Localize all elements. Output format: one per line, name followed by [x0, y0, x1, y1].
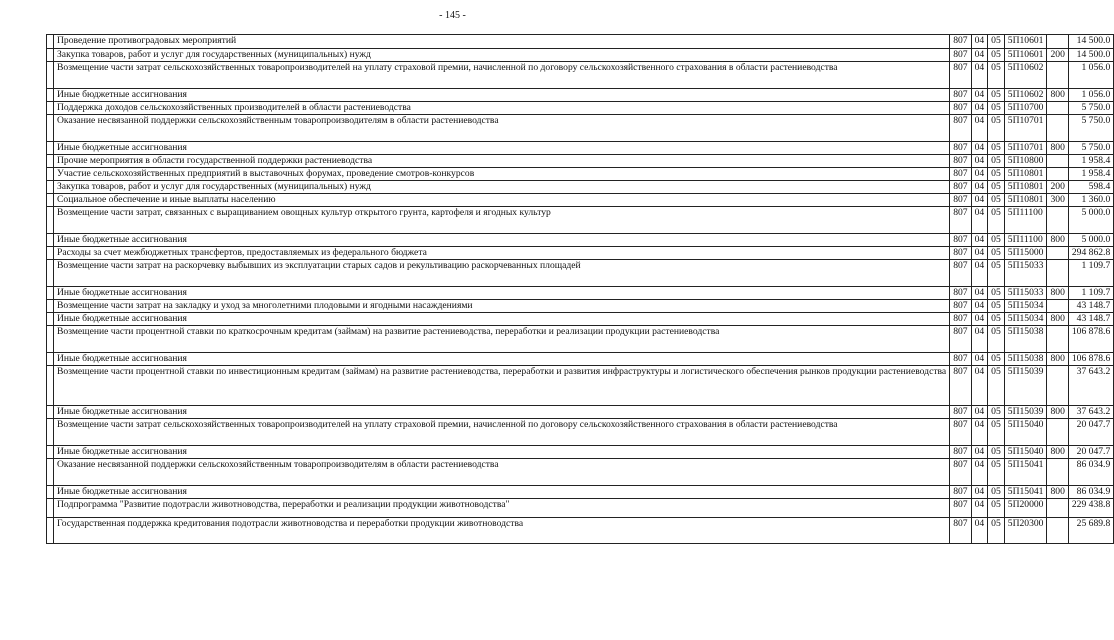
item-name-cell: Иные бюджетные ассигнования [54, 89, 950, 102]
row-gutter-cell [47, 115, 54, 142]
subsection-code-cell: 05 [988, 486, 1005, 499]
expense-type-code-cell [1047, 35, 1068, 49]
expense-type-code-cell [1047, 366, 1068, 406]
amount-cell: 86 034.9 [1068, 486, 1113, 499]
table-row [47, 313, 1114, 326]
ministry-code-cell: 807 [950, 168, 971, 181]
section-code-cell: 04 [971, 155, 988, 168]
expense-type-code-cell: 800 [1047, 142, 1068, 155]
target-item-code-cell: 5П10700 [1004, 102, 1047, 115]
subsection-code-cell: 05 [988, 207, 1005, 234]
subsection-code-cell: 05 [988, 499, 1005, 518]
target-item-code-cell: 5П15033 [1004, 287, 1047, 300]
subsection-code-cell: 05 [988, 406, 1005, 419]
item-name-cell: Иные бюджетные ассигнования [54, 142, 950, 155]
amount-cell: 37 643.2 [1068, 406, 1113, 419]
section-code-cell: 04 [971, 102, 988, 115]
target-item-code-cell: 5П10602 [1004, 89, 1047, 102]
subsection-code-cell: 05 [988, 353, 1005, 366]
ministry-code-cell: 807 [950, 366, 971, 406]
amount-cell: 43 148.7 [1068, 300, 1113, 313]
section-code-cell: 04 [971, 419, 988, 446]
target-item-code-cell: 5П15038 [1004, 326, 1047, 353]
subsection-code-cell: 05 [988, 287, 1005, 300]
amount-cell: 37 643.2 [1068, 366, 1113, 406]
table-row [47, 499, 1114, 518]
subsection-code-cell: 05 [988, 194, 1005, 207]
section-code-cell: 04 [971, 62, 988, 89]
expense-type-code-cell [1047, 62, 1068, 89]
amount-cell: 14 500.0 [1068, 35, 1113, 49]
amount-cell: 5 750.0 [1068, 142, 1113, 155]
item-name-cell: Иные бюджетные ассигнования [54, 287, 950, 300]
target-item-code-cell: 5П15033 [1004, 260, 1047, 287]
expense-type-code-cell: 800 [1047, 486, 1068, 499]
expense-type-code-cell: 200 [1047, 49, 1068, 62]
table-row [47, 194, 1114, 207]
table-row [47, 459, 1114, 486]
item-name-cell: Возмещение части затрат сельскохозяйственных товаропроизводителей на уплату страховой премии, начисленной по договору сельскохозяйственного страхования в области растениеводства [54, 62, 950, 89]
section-code-cell: 04 [971, 459, 988, 486]
ministry-code-cell: 807 [950, 89, 971, 102]
section-code-cell: 04 [971, 234, 988, 247]
subsection-code-cell: 05 [988, 247, 1005, 260]
section-code-cell: 04 [971, 499, 988, 518]
expense-type-code-cell: 800 [1047, 234, 1068, 247]
table-row [47, 62, 1114, 89]
ministry-code-cell: 807 [950, 446, 971, 459]
row-gutter-cell [47, 247, 54, 260]
expense-type-code-cell [1047, 207, 1068, 234]
amount-cell: 5 000.0 [1068, 234, 1113, 247]
section-code-cell: 04 [971, 287, 988, 300]
section-code-cell: 04 [971, 89, 988, 102]
target-item-code-cell: 5П10602 [1004, 62, 1047, 89]
table-row [47, 247, 1114, 260]
ministry-code-cell: 807 [950, 194, 971, 207]
expense-type-code-cell: 300 [1047, 194, 1068, 207]
table-row [47, 181, 1114, 194]
amount-cell: 14 500.0 [1068, 49, 1113, 62]
row-gutter-cell [47, 353, 54, 366]
ministry-code-cell: 807 [950, 155, 971, 168]
subsection-code-cell: 05 [988, 300, 1005, 313]
section-code-cell: 04 [971, 486, 988, 499]
table-row [47, 406, 1114, 419]
target-item-code-cell: 5П15038 [1004, 353, 1047, 366]
target-item-code-cell: 5П15039 [1004, 366, 1047, 406]
subsection-code-cell: 05 [988, 62, 1005, 89]
expense-type-code-cell: 200 [1047, 181, 1068, 194]
subsection-code-cell: 05 [988, 234, 1005, 247]
table-row [47, 518, 1114, 544]
expense-type-code-cell [1047, 419, 1068, 446]
ministry-code-cell: 807 [950, 287, 971, 300]
table-body [47, 35, 1114, 544]
subsection-code-cell: 05 [988, 366, 1005, 406]
table-row [47, 234, 1114, 247]
table-row [47, 287, 1114, 300]
row-gutter-cell [47, 406, 54, 419]
amount-cell: 1 958.4 [1068, 155, 1113, 168]
target-item-code-cell: 5П10801 [1004, 168, 1047, 181]
expense-type-code-cell [1047, 155, 1068, 168]
expense-type-code-cell [1047, 102, 1068, 115]
amount-cell: 5 750.0 [1068, 102, 1113, 115]
row-gutter-cell [47, 419, 54, 446]
item-name-cell: Государственная поддержка кредитования подотрасли животноводства и переработки продукции животноводства [54, 518, 950, 544]
target-item-code-cell: 5П10701 [1004, 115, 1047, 142]
row-gutter-cell [47, 49, 54, 62]
item-name-cell: Оказание несвязанной поддержки сельскохозяйственным товаропроизводителям в области растениеводства [54, 459, 950, 486]
ministry-code-cell: 807 [950, 142, 971, 155]
item-name-cell: Закупка товаров, работ и услуг для государственных (муниципальных) нужд [54, 181, 950, 194]
target-item-code-cell: 5П15040 [1004, 419, 1047, 446]
target-item-code-cell: 5П11100 [1004, 234, 1047, 247]
expense-type-code-cell [1047, 300, 1068, 313]
section-code-cell: 04 [971, 406, 988, 419]
ministry-code-cell: 807 [950, 300, 971, 313]
row-gutter-cell [47, 459, 54, 486]
target-item-code-cell: 5П10601 [1004, 35, 1047, 49]
ministry-code-cell: 807 [950, 499, 971, 518]
row-gutter-cell [47, 518, 54, 544]
amount-cell: 5 000.0 [1068, 207, 1113, 234]
row-gutter-cell [47, 313, 54, 326]
amount-cell: 106 878.6 [1068, 353, 1113, 366]
section-code-cell: 04 [971, 142, 988, 155]
subsection-code-cell: 05 [988, 446, 1005, 459]
subsection-code-cell: 05 [988, 142, 1005, 155]
section-code-cell: 04 [971, 207, 988, 234]
table-row [47, 102, 1114, 115]
section-code-cell: 04 [971, 326, 988, 353]
amount-cell: 1 360.0 [1068, 194, 1113, 207]
table-row [47, 168, 1114, 181]
subsection-code-cell: 05 [988, 35, 1005, 49]
table-row [47, 300, 1114, 313]
ministry-code-cell: 807 [950, 518, 971, 544]
expense-type-code-cell [1047, 168, 1068, 181]
expense-type-code-cell [1047, 247, 1068, 260]
subsection-code-cell: 05 [988, 102, 1005, 115]
target-item-code-cell: 5П20300 [1004, 518, 1047, 544]
item-name-cell: Социальное обеспечение и иные выплаты населению [54, 194, 950, 207]
row-gutter-cell [47, 62, 54, 89]
amount-cell: 1 056.0 [1068, 89, 1113, 102]
ministry-code-cell: 807 [950, 181, 971, 194]
ministry-code-cell: 807 [950, 207, 971, 234]
subsection-code-cell: 05 [988, 181, 1005, 194]
expense-type-code-cell [1047, 518, 1068, 544]
item-name-cell: Иные бюджетные ассигнования [54, 446, 950, 459]
budget-table [46, 34, 1114, 544]
row-gutter-cell [47, 194, 54, 207]
expense-type-code-cell: 800 [1047, 287, 1068, 300]
item-name-cell: Иные бюджетные ассигнования [54, 234, 950, 247]
target-item-code-cell: 5П11100 [1004, 207, 1047, 234]
target-item-code-cell: 5П15000 [1004, 247, 1047, 260]
ministry-code-cell: 807 [950, 406, 971, 419]
ministry-code-cell: 807 [950, 247, 971, 260]
expense-type-code-cell: 800 [1047, 446, 1068, 459]
ministry-code-cell: 807 [950, 486, 971, 499]
subsection-code-cell: 05 [988, 168, 1005, 181]
expense-type-code-cell: 800 [1047, 313, 1068, 326]
table-row [47, 207, 1114, 234]
row-gutter-cell [47, 207, 54, 234]
subsection-code-cell: 05 [988, 313, 1005, 326]
section-code-cell: 04 [971, 300, 988, 313]
target-item-code-cell: 5П20000 [1004, 499, 1047, 518]
expense-type-code-cell [1047, 499, 1068, 518]
item-name-cell: Возмещение части процентной ставки по краткосрочным кредитам (займам) на развитие растениеводства, переработки и реализации продукции растениеводства [54, 326, 950, 353]
subsection-code-cell: 05 [988, 459, 1005, 486]
target-item-code-cell: 5П15039 [1004, 406, 1047, 419]
item-name-cell: Возмещение части затрат сельскохозяйственных товаропроизводителей на уплату страховой премии, начисленной по договору сельскохозяйственного страхования в области растениеводства [54, 419, 950, 446]
row-gutter-cell [47, 366, 54, 406]
amount-cell: 43 148.7 [1068, 313, 1113, 326]
amount-cell: 106 878.6 [1068, 326, 1113, 353]
target-item-code-cell: 5П10801 [1004, 181, 1047, 194]
expense-type-code-cell [1047, 326, 1068, 353]
row-gutter-cell [47, 142, 54, 155]
table-row [47, 353, 1114, 366]
ministry-code-cell: 807 [950, 49, 971, 62]
ministry-code-cell: 807 [950, 419, 971, 446]
item-name-cell: Проведение противоградовых мероприятий [54, 35, 950, 49]
target-item-code-cell: 5П15040 [1004, 446, 1047, 459]
row-gutter-cell [47, 89, 54, 102]
amount-cell: 86 034.9 [1068, 459, 1113, 486]
ministry-code-cell: 807 [950, 115, 971, 142]
section-code-cell: 04 [971, 313, 988, 326]
subsection-code-cell: 05 [988, 326, 1005, 353]
subsection-code-cell: 05 [988, 89, 1005, 102]
table-row [47, 142, 1114, 155]
expense-type-code-cell: 800 [1047, 353, 1068, 366]
table-row [47, 419, 1114, 446]
target-item-code-cell: 5П10601 [1004, 49, 1047, 62]
section-code-cell: 04 [971, 168, 988, 181]
section-code-cell: 04 [971, 247, 988, 260]
item-name-cell: Возмещение части затрат на закладку и уход за многолетними плодовыми и ягодными насаждениями [54, 300, 950, 313]
item-name-cell: Иные бюджетные ассигнования [54, 406, 950, 419]
item-name-cell: Иные бюджетные ассигнования [54, 313, 950, 326]
table-row [47, 366, 1114, 406]
amount-cell: 1 109.7 [1068, 287, 1113, 300]
row-gutter-cell [47, 300, 54, 313]
item-name-cell: Возмещение части затрат, связанных с выращиванием овощных культур открытого грунта, картофеля и ягодных культур [54, 207, 950, 234]
amount-cell: 1 056.0 [1068, 62, 1113, 89]
subsection-code-cell: 05 [988, 260, 1005, 287]
item-name-cell: Возмещение части процентной ставки по инвестиционным кредитам (займам) на развитие растениеводства, переработки и развития инфраструктуры и логистического обеспечения рынков продукции растениеводства [54, 366, 950, 406]
table-row [47, 49, 1114, 62]
row-gutter-cell [47, 102, 54, 115]
table-row [47, 260, 1114, 287]
target-item-code-cell: 5П15041 [1004, 459, 1047, 486]
expense-type-code-cell: 800 [1047, 89, 1068, 102]
ministry-code-cell: 807 [950, 234, 971, 247]
target-item-code-cell: 5П10800 [1004, 155, 1047, 168]
section-code-cell: 04 [971, 115, 988, 142]
amount-cell: 598.4 [1068, 181, 1113, 194]
item-name-cell: Иные бюджетные ассигнования [54, 353, 950, 366]
row-gutter-cell [47, 326, 54, 353]
table-row [47, 326, 1114, 353]
amount-cell: 229 438.8 [1068, 499, 1113, 518]
target-item-code-cell: 5П10701 [1004, 142, 1047, 155]
item-name-cell: Подпрограмма "Развитие подотрасли животноводства, переработки и реализации продукции животноводства" [54, 499, 950, 518]
row-gutter-cell [47, 486, 54, 499]
section-code-cell: 04 [971, 353, 988, 366]
item-name-cell: Иные бюджетные ассигнования [54, 486, 950, 499]
item-name-cell: Поддержка доходов сельскохозяйственных производителей в области растениеводства [54, 102, 950, 115]
subsection-code-cell: 05 [988, 49, 1005, 62]
section-code-cell: 04 [971, 260, 988, 287]
subsection-code-cell: 05 [988, 419, 1005, 446]
ministry-code-cell: 807 [950, 313, 971, 326]
section-code-cell: 04 [971, 49, 988, 62]
subsection-code-cell: 05 [988, 518, 1005, 544]
target-item-code-cell: 5П15034 [1004, 313, 1047, 326]
ministry-code-cell: 807 [950, 62, 971, 89]
target-item-code-cell: 5П15041 [1004, 486, 1047, 499]
ministry-code-cell: 807 [950, 326, 971, 353]
item-name-cell: Прочие мероприятия в области государственной поддержки растениеводства [54, 155, 950, 168]
amount-cell: 20 047.7 [1068, 446, 1113, 459]
amount-cell: 1 958.4 [1068, 168, 1113, 181]
amount-cell: 25 689.8 [1068, 518, 1113, 544]
subsection-code-cell: 05 [988, 115, 1005, 142]
page-number: - 145 - [439, 10, 466, 21]
amount-cell: 5 750.0 [1068, 115, 1113, 142]
section-code-cell: 04 [971, 446, 988, 459]
target-item-code-cell: 5П15034 [1004, 300, 1047, 313]
item-name-cell: Оказание несвязанной поддержки сельскохозяйственным товаропроизводителям в области растениеводства [54, 115, 950, 142]
target-item-code-cell: 5П10801 [1004, 194, 1047, 207]
item-name-cell: Возмещение части затрат на раскорчевку выбывших из эксплуатации старых садов и рекультивацию раскорчеванных площадей [54, 260, 950, 287]
table-row [47, 446, 1114, 459]
section-code-cell: 04 [971, 35, 988, 49]
amount-cell: 1 109.7 [1068, 260, 1113, 287]
amount-cell: 294 862.8 [1068, 247, 1113, 260]
ministry-code-cell: 807 [950, 102, 971, 115]
row-gutter-cell [47, 35, 54, 49]
row-gutter-cell [47, 260, 54, 287]
ministry-code-cell: 807 [950, 260, 971, 287]
row-gutter-cell [47, 181, 54, 194]
amount-cell: 20 047.7 [1068, 419, 1113, 446]
section-code-cell: 04 [971, 518, 988, 544]
table-row [47, 115, 1114, 142]
item-name-cell: Участие сельскохозяйственных предприятий в выставочных форумах, проведение смотров-конкурсов [54, 168, 950, 181]
section-code-cell: 04 [971, 366, 988, 406]
expense-type-code-cell: 800 [1047, 406, 1068, 419]
ministry-code-cell: 807 [950, 35, 971, 49]
table-row [47, 35, 1114, 49]
item-name-cell: Расходы за счет межбюджетных трансфертов, предоставляемых из федерального бюджета [54, 247, 950, 260]
table-row [47, 486, 1114, 499]
row-gutter-cell [47, 155, 54, 168]
row-gutter-cell [47, 168, 54, 181]
item-name-cell: Закупка товаров, работ и услуг для государственных (муниципальных) нужд [54, 49, 950, 62]
row-gutter-cell [47, 499, 54, 518]
expense-type-code-cell [1047, 115, 1068, 142]
subsection-code-cell: 05 [988, 155, 1005, 168]
ministry-code-cell: 807 [950, 353, 971, 366]
row-gutter-cell [47, 446, 54, 459]
table-row [47, 89, 1114, 102]
row-gutter-cell [47, 234, 54, 247]
row-gutter-cell [47, 287, 54, 300]
ministry-code-cell: 807 [950, 459, 971, 486]
expense-type-code-cell [1047, 260, 1068, 287]
section-code-cell: 04 [971, 181, 988, 194]
expense-type-code-cell [1047, 459, 1068, 486]
table-row [47, 155, 1114, 168]
section-code-cell: 04 [971, 194, 988, 207]
